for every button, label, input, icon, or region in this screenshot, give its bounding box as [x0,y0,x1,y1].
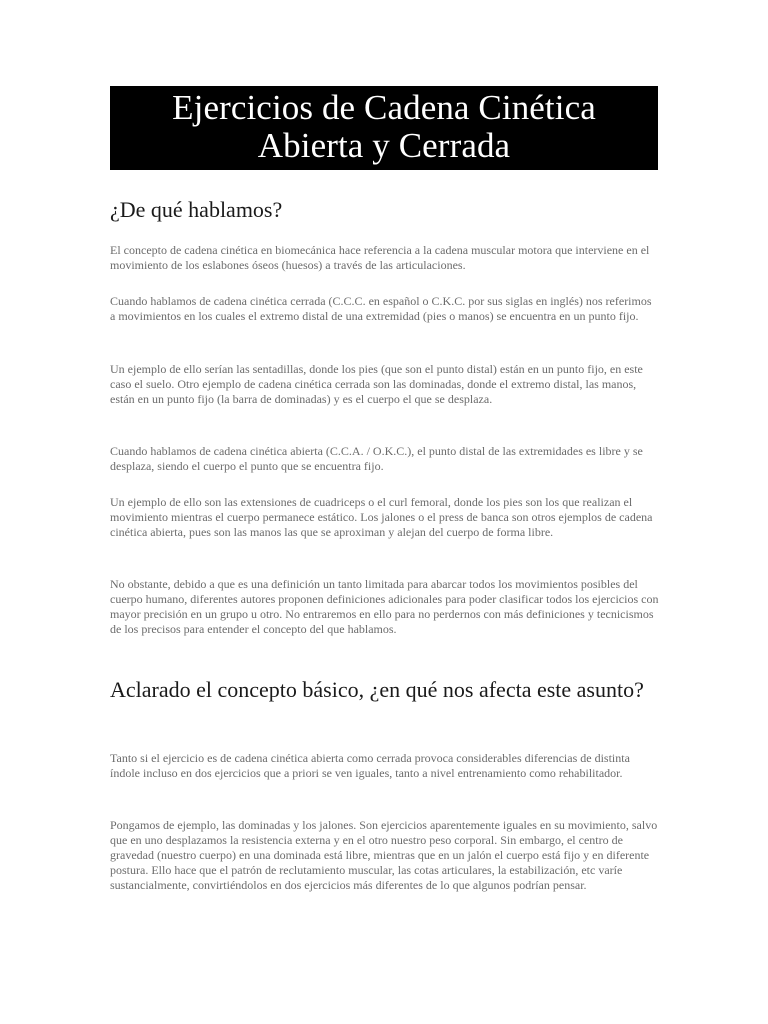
section-heading-1: ¿De qué hablamos? [110,197,283,222]
paragraph: Pongamos de ejemplo, las dominadas y los jalones. Son ejercicios aparentemente iguales en su movimiento, salvo que en uno desplazamos la resistencia externa y en el otro nuestro peso corporal. Sin embargo, el centro de gravedad (nuestro cuerpo) en una dominada está libre, mientras que en un jalón el cuerpo está fijo y en diferente postura. Ello hace que el patrón de reclutamiento muscular, las cotas articulares, la estabilización, etc varíe sustancialmente, convirtiéndolos en dos ejercicios más diferentes de lo que algunos podrían pensar. [110,818,658,892]
paragraph: No obstante, debido a que es una definición un tanto limitada para abarcar todos los movimientos posibles del cuerpo humano, diferentes autores proponen definiciones adicionales para poder clasificar todos los ejercicios con mayor precisión en un grupo u otro. No entraremos en ello para no perdernos con más definiciones y tecnicismos de los precisos para entender el concepto del que hablamos. [110,577,659,636]
paragraph: Cuando hablamos de cadena cinética cerrada (C.C.C. en español o C.K.C. por sus siglas en inglés) nos referimos a movimientos en los cuales el extremo distal de una extremidad (pies o manos) se encuentra en un punto fijo. [110,294,652,323]
paragraph: Un ejemplo de ello son las extensiones de cuadriceps o el curl femoral, donde los pies son los que realizan el movimiento mientras el cuerpo permanece estático. Los jalones o el press de banca son otros ejemplos de cadena cinética abierta, pues son las manos las que se aproximan y alejan del cuerpo de forma libre. [110,495,653,539]
paragraph: El concepto de cadena cinética en biomecánica hace referencia a la cadena muscular motora que interviene en el movimiento de los eslabones óseos (huesos) a través de las articulaciones. [110,243,650,272]
title-line-2: Abierta y Cerrada [257,126,511,165]
paragraph: Tanto si el ejercicio es de cadena cinética abierta como cerrada provoca considerables diferencias de distinta índole incluso en dos ejercicios que a priori se ven iguales, tanto a nivel entrenamiento como rehabilitador. [110,751,630,780]
paragraph: Un ejemplo de ello serían las sentadillas, donde los pies (que son el punto distal) están en un punto fijo, en este caso el suelo. Otro ejemplo de cadena cinética cerrada son las dominadas, donde el extremo distal, las manos, están en un punto fijo (la barra de dominadas) y es el cuerpo el que se desplaza. [110,362,643,406]
title-line-1: Ejercicios de Cadena Cinética [172,88,596,127]
paragraph: Cuando hablamos de cadena cinética abierta (C.C.A. / O.K.C.), el punto distal de las extremidades es libre y se desplaza, siendo el cuerpo el punto que se encuentra fijo. [110,444,643,473]
section-heading-2: Aclarado el concepto básico, ¿en qué nos afecta este asunto? [110,677,644,702]
title-banner [110,86,658,170]
